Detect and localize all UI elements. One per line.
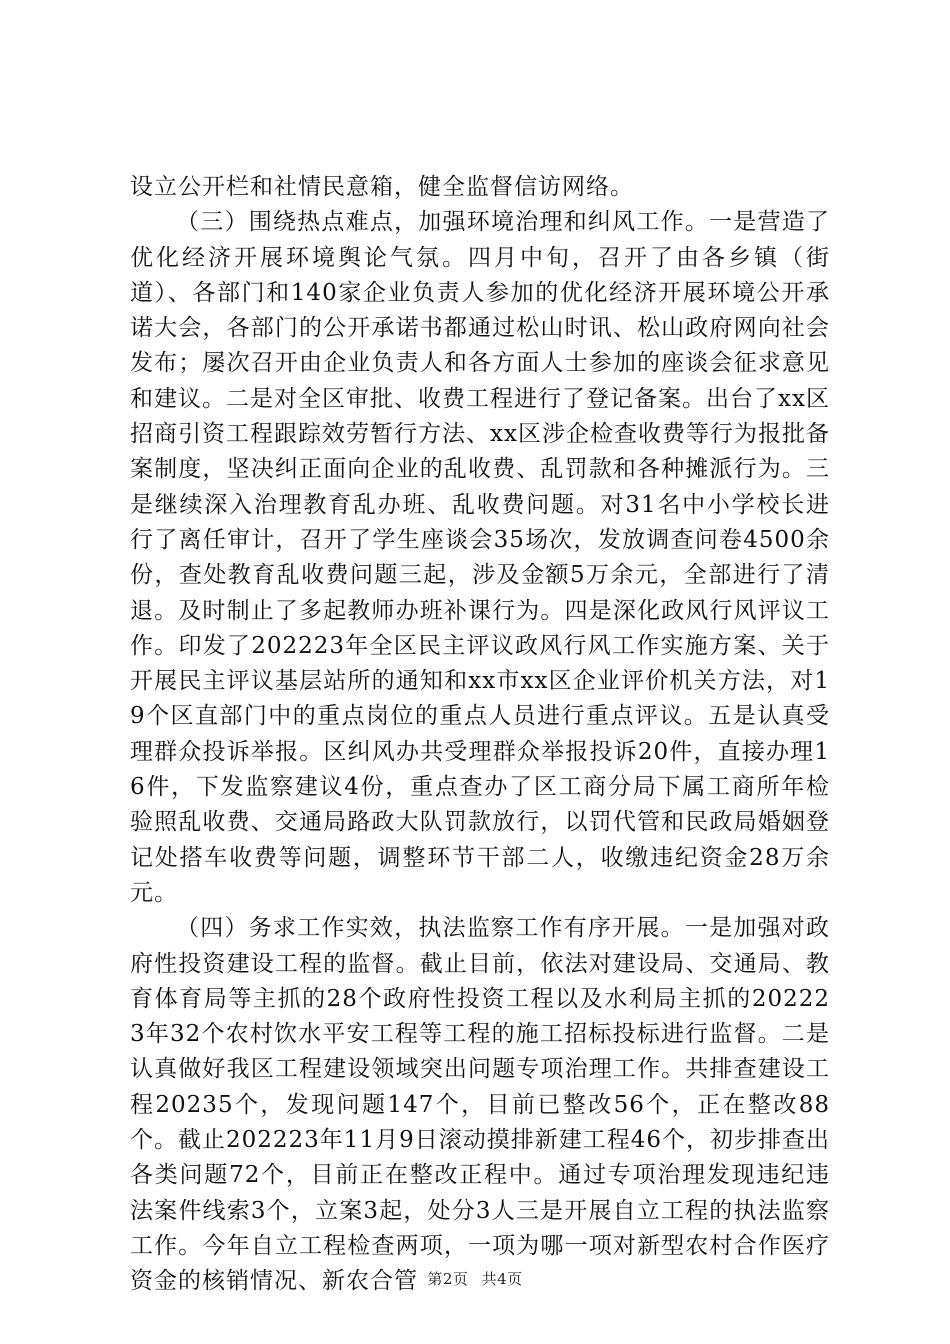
page-footer [0,1268,950,1289]
paragraph-section-four: （四）务求工作实效，执法监察工作有序开展。一是加强对政府性投资建设工程的监督。截止目前，依法对建设局、交通局、教育体育局等主抓的28个政府性投资工程以及水利局主抓的202223年32个农村饮水平安工程等工程的施工招标投标进行监督。二是认真做好我区工程建设领域突出问题专项治理工作。共排查建设工程20235个，发现问题147个，目前已整改56个，正在整改88个。截止202223年11月9日滚动摸排新建工程46个，初步排查出各类问题72个，目前正在整改正程中。通过专项治理发现违纪违法案件线索3个，立案3起，处分3人三是开展自立工程的执法监察工作。今年自立工程检查两项，一项为哪一项对新型农村合作医疗资金的核销情况、新农合管 [130,915,830,1295]
paragraph-section-three: （三）围绕热点难点，加强环境治理和纠风工作。一是营造了优化经济开展环境舆论气氛。四月中旬，召开了由各乡镇（街道）、各部门和140家企业负责人参加的优化经济开展环境公开承诺大会，各部门的公开承诺书都通过松山时讯、松山政府网向社会发布；屡次召开由企业负责人和各方面人士参加的座谈会征求意见和建议。二是对全区审批、收费工程进行了登记备案。出台了xx区招商引资工程跟踪效劳暂行方法、xx区涉企检查收费等行为报批备案制度，坚决纠正面向企业的乱收费、乱罚款和各种摊派行为。三是继续深入治理教育乱办班、乱收费问题。对31名中小学校长进行了离任审计，召开了学生座谈会35场次，发放调查问卷4500余份，查处教育乱收费问题三起，涉及金额5万余元，全部进行了清退。及时制止了多起教师办班补课行为。四是深化政风行风评议工作。印发了202223年全区民主评议政风行风工作实施方案、关于开展民主评议基层站所的通知和xx市xx区企业评价机关方法，对19个区直部门中的重点岗位的重点人员进行重点评议。五是认真受理群众投诉举报。区纠风办共受理群众举报投诉20件，直接办理16件，下发监察建议4份，重点查办了区工商分局下属工商所年检验照乱收费、交通局路政大队罚款放行，以罚代管和民政局婚姻登记处搭车收费等问题，调整环节干部二人，收缴违纪资金28万余元。 [130,209,830,906]
document-body [130,170,830,1300]
page-total: 共4页 [481,1270,523,1288]
page-number: 第2页 [427,1270,469,1288]
paragraph-intro: 设立公开栏和社情民意箱，健全监督信访网络。 [130,174,634,200]
